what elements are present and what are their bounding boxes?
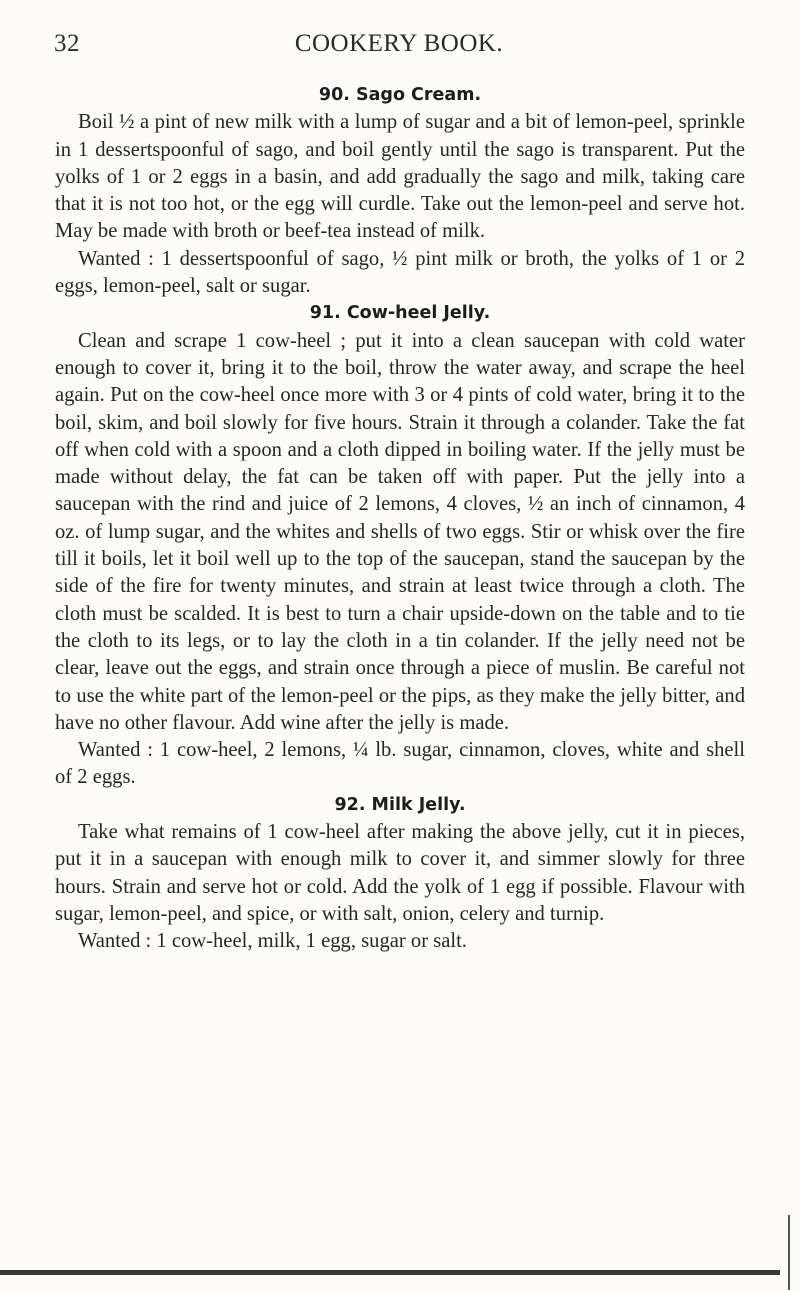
recipe-cow-heel-jelly <box>55 300 745 791</box>
page-header <box>54 30 744 66</box>
recipe-wanted: Wanted : 1 cow-heel, milk, 1 egg, sugar or salt. <box>78 930 467 953</box>
recipe-method: Clean and scrape 1 cow-heel ; put it into a clean saucepan with cold water enough to cover it, bring it to the boil, throw the water away, and scrape the heel again. Put on the cow-heel once more with 3 or 4 pints of cold water, bring it to the boil, skim, and boil slowly for five hours. Strain it through a colander. Take the fat off when cold with a spoon and a cloth dipped in boiling water. If the jelly must be made without delay, the fat can be taken off with paper. Put the jelly into a saucepan with the rind and juice of 2 lemons, 4 cloves, ½ an inch of cinnamon, 4 oz. of lump sugar, and the whites and shells of two eggs. Stir or whisk over the fire till it boils, let it boil well up to the top of the saucepan, stand the saucepan by the side of the fire for twenty minutes, and strain at least twice through a cloth. The cloth must be scalded. It is best to turn a chair upside-down on the table and to tie the cloth to its legs, or to lay the cloth in a tin colander. If the jelly need not be clear, leave out the eggs, and strain once through a piece of muslin. Be careful not to use the white part of the lemon-peel or the pips, as they make the jelly bitter, and have no other flavour. Add wine after the jelly is made. <box>55 329 745 734</box>
page-number: 32 <box>54 30 80 57</box>
bottom-edge-rule <box>0 1270 780 1275</box>
running-title: COOKERY BOOK. <box>294 30 504 57</box>
page-body <box>55 82 745 956</box>
recipe-title: 92. Milk Jelly. <box>334 794 466 815</box>
recipe-sago-cream <box>55 82 745 300</box>
recipe-milk-jelly <box>55 792 745 956</box>
side-edge-rule <box>788 1215 790 1290</box>
recipe-wanted: Wanted : 1 cow-heel, 2 lemons, ¼ lb. sugar, cinnamon, cloves, white and shell of 2 eggs. <box>55 739 745 789</box>
recipe-wanted: Wanted : 1 dessertspoonful of sago, ½ pint milk or broth, the yolks of 1 or 2 eggs, lemon-peel, salt or sugar. <box>55 247 745 298</box>
recipe-title: 91. Cow-heel Jelly. <box>309 303 491 324</box>
recipe-method: Take what remains of 1 cow-heel after making the above jelly, cut it in pieces, put it in a saucepan with enough milk to cover it, and simmer slowly for three hours. Strain and serve hot or cold. Add the yolk of 1 egg if possible. Flavour with sugar, lemon-peel, and spice, or with salt, onion, celery and turnip. <box>55 821 745 925</box>
recipe-method: Boil ½ a pint of new milk with a lump of sugar and a bit of lemon-peel, sprinkle in 1 dessertspoonful of sago, and boil gently until the sago is transparent. Put the yolks of 1 or 2 eggs in a basin, and add gradually the sago and milk, taking care that it is not too hot, or the egg will curdle. Take out the lemon-peel and serve hot. May be made with broth or beef-tea instead of milk. <box>55 111 745 243</box>
recipe-title: 90. Sago Cream. <box>318 85 482 105</box>
